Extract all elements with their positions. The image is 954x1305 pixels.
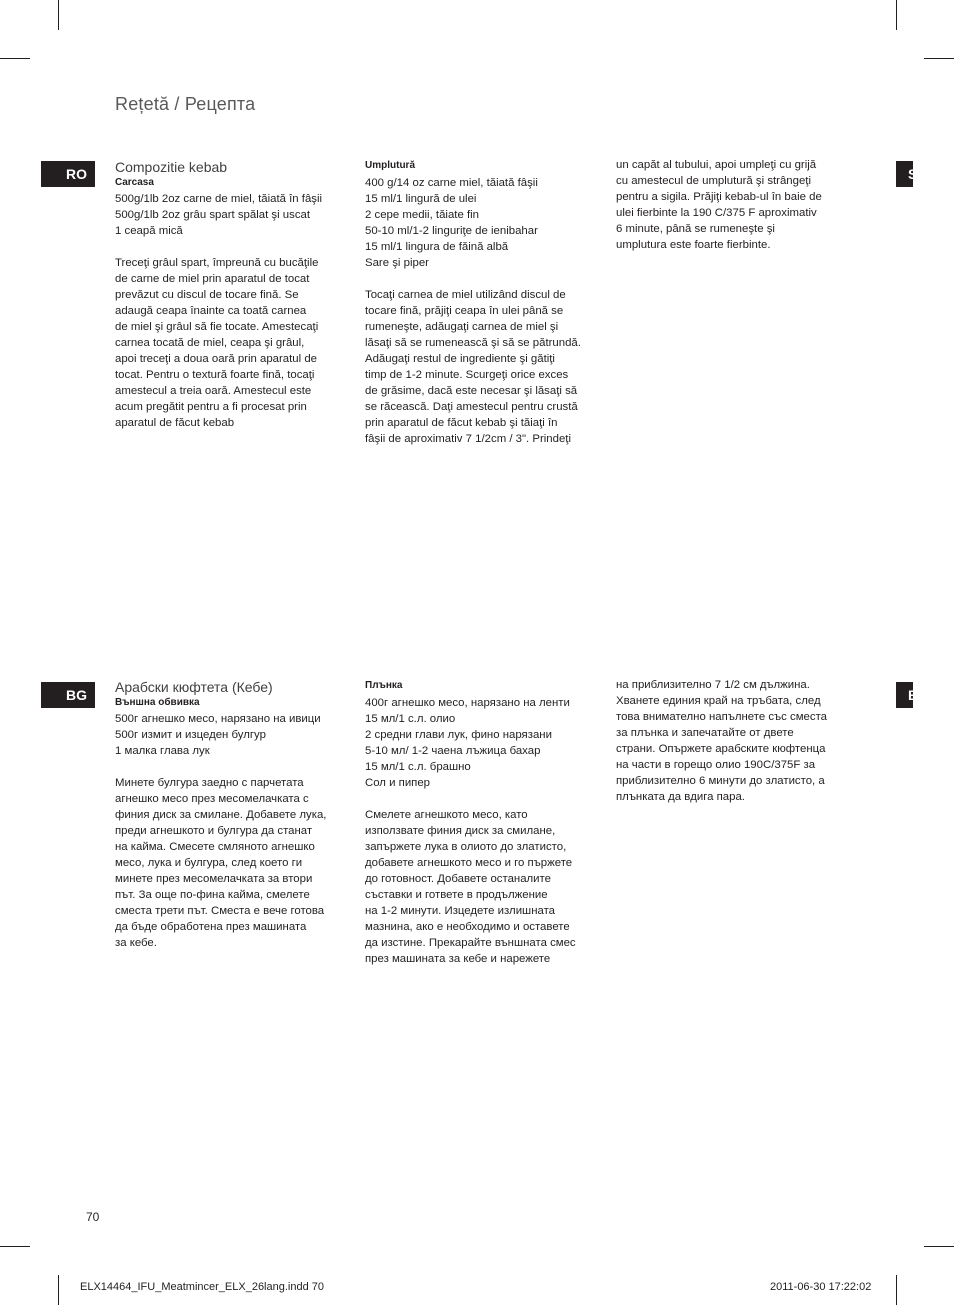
ro-column-2 [365,159,590,447]
ingredients-list: 400 g/14 oz carne miel, tăiată fâşii 15 ml/1 lingură de ulei 2 cepe medii, tăiate fin 50-10 ml/1-2 linguriţe de ienibahar 15 ml/1 lingura de făină albă Sare şi piper [365,177,538,269]
subheading: Umplutură [365,160,415,171]
subheading: Carcasa [115,177,154,188]
crop-mark [896,1275,897,1305]
method-text: Смелете агнешкото месо, като използвате финия диск за смилане, запържете лука в олиото до златисто, добавете агнешкото месо и го пържете до готовност. Добавете останалите съставки и гответе в продължение на 1-2 минути. Изцедете излишната мазнина, ако е необходимо и оставете да изстине. Прекарайте външната смес през машината за кебе и нарежете [365,809,576,965]
bg-column-3 [616,677,841,805]
file-slug: ELX14464_IFU_Meatmincer_ELX_26lang.indd 70 [80,1281,324,1293]
section-title: Арабски кюфтета (Кебе) [115,679,273,695]
crop-mark [924,1246,954,1247]
language-tab-edge: S [896,161,913,187]
method-text: Минете булгура заедно с парчетата агнешко месо през месомелачката с финия диск за смилане. Добавете лука, преди агнешкото и булгура да станат на кайма. Смесете смляното агнешко месо, лука и булгура, след което ги минете през месомелачката за втори път. За още по-фина кайма, смелете сместа трети път. Сместа е вече готова да бъде обработена през машината за кебе. [115,777,327,949]
language-tab-ro: RO [41,161,95,187]
section-title: Compozitie kebab [115,159,228,175]
ingredients-list: 400г агнешко месо, нарязано на ленти 15 мл/1 с.л. олио 2 средни глави лук, фино нарязани 5-10 мл/ 1-2 чаена лъжица бахар 15 мл/1 с.л. брашно Сол и пипер [365,697,570,789]
ro-column-3 [616,157,841,253]
page-title: Rețetă / Рецепта [115,94,256,114]
method-text: un capăt al tubului, apoi umpleţi cu grijă cu amestecul de umplutură şi strângeţi pentru a sigila. Prăjiţi kebab-ul în baie de ulei fierbinte la 190 C/375 F aproximativ 6 minute, până se rumeneşte şi umplutura este foarte fierbinte. [616,159,822,251]
crop-mark [924,58,954,59]
crop-mark [0,58,30,59]
bg-column-1 [115,678,340,951]
ingredients-list: 500g/1lb 2oz carne de miel, tăiată în fâşii 500g/1lb 2oz grâu spart spălat şi uscat 1 ceapă mică [115,193,323,237]
method-text: Treceţi grâul spart, împreună cu bucăţile de carne de miel prin aparatul de tocat prevăzut cu discul de tocare fină. Se adaugă ceapa înainte ca toată carnea de miel şi grâul să fie tocate. Amestecaţi carnea tocată de miel, ceapa şi grâul, apoi treceţi a doua oară prin aparatul de tocat. Pentru o textură foarte fină, tocaţi amestecul a treia oară. Amestecul este acum pregătit pentru a fi procesat prin aparatul de făcut kebab [115,257,319,429]
method-text: на приблизително 7 1/2 см дължина. Хванете единия край на тръбата, след това внимателно напълнете със сместа за плънка и запечатайте от двете страни. Опържете арабските кюфтенца на части в горещо олио 190C/375F за приблизително 6 минути до златисто, а плънката да вдига пара. [616,679,827,803]
ingredients-list: 500г агнешко месо, нарязано на ивици 500г измит и изцеден булгур 1 малка глава лук [115,713,321,757]
crop-mark [58,1275,59,1305]
crop-mark [0,1246,30,1247]
method-text: Tocaţi carnea de miel utilizând discul de tocare fină, prăjiţi ceapa în ulei până se rumeneşte, adăugaţi carnea de miel şi lăsaţi să se rumenească şi să se pătrundă. Adăugaţi restul de ingrediente şi gătiţi timp de 1-2 minute. Scurgeţi orice exces de grăsime, dacă este necesar şi lăsaţi să se răcească. Daţi amestecul pentru crustă prin aparatul de făcut kebab şi tăiaţi în fâşii de aproximativ 7 1/2cm / 3". Prindeţi [365,289,581,445]
bg-column-2 [365,679,590,967]
subheading: Плънка [365,680,403,691]
page-number: 70 [86,1210,100,1224]
subheading: Външна обвивка [115,697,200,708]
ro-column-1 [115,158,340,431]
crop-mark [896,0,897,30]
crop-mark [58,0,59,30]
timestamp-slug: 2011-06-30 17:22:02 [770,1281,872,1293]
language-tab-bg: BG [41,682,95,708]
language-tab-edge: E [896,682,913,708]
